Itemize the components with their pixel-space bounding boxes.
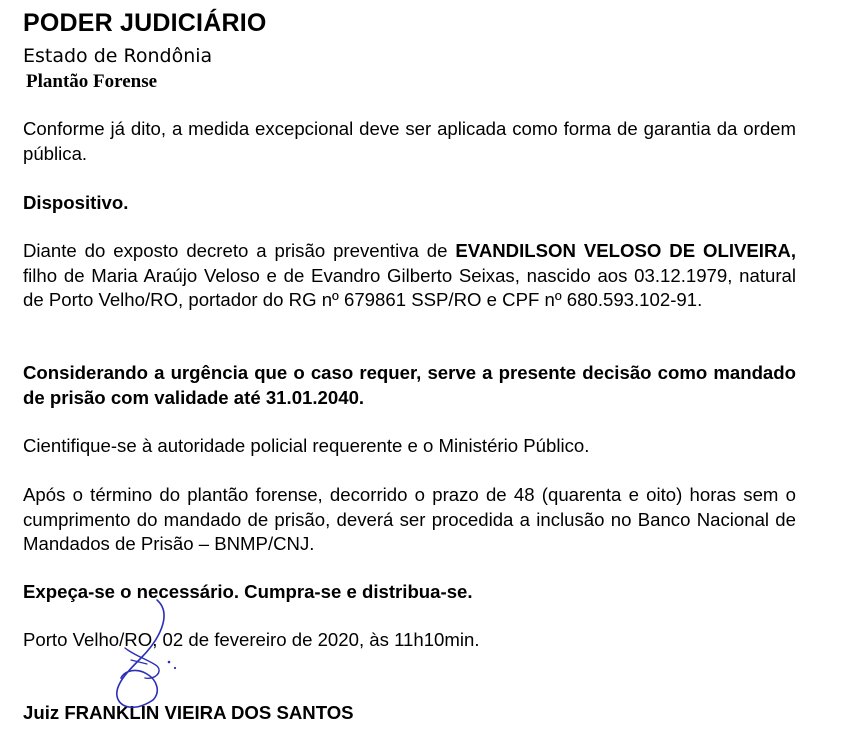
place-and-date: Porto Velho/RO, 02 de fevereiro de 2020, às 11h10min. [23, 629, 480, 650]
judge-name: Juiz FRANKLIN VIEIRA DOS SANTOS [23, 702, 354, 723]
section-heading-dispositivo: Dispositivo. [23, 192, 129, 213]
paragraph-warrant-validity: Considerando a urgência que o caso requer, serve a presente decisão como mandado de prisão com validade até 31.01.2040. [23, 362, 796, 408]
paragraph-order-guarantee: Conforme já dito, a medida excepcional deve ser aplicada como forma de garantia da ordem pública. [23, 118, 796, 164]
paragraph-closing-orders: Expeça-se o necessário. Cumpra-se e distribua-se. [23, 581, 473, 602]
state-name: Estado de Rondônia [23, 45, 213, 67]
paragraph-decree [23, 239, 796, 313]
department-name: Plantão Forense [26, 71, 158, 92]
decree-intro: Diante do exposto decreto a prisão preventiva de [23, 240, 456, 261]
handwritten-signature [95, 600, 195, 720]
defendant-name: EVANDILSON VELOSO DE OLIVEIRA, [455, 240, 796, 261]
court-title: PODER JUDICIÁRIO [23, 9, 267, 37]
paragraph-notify: Cientifique-se à autoridade policial requerente e o Ministério Público. [23, 435, 590, 456]
paragraph-bnmp-inclusion: Após o término do plantão forense, decorrido o prazo de 48 (quarenta e oito) horas sem o cumprimento do mandado de prisão, deverá ser procedida a inclusão no Banco Nacional de Mandados de Prisão – BNMP/CNJ. [23, 484, 796, 554]
defendant-details: filho de Maria Araújo Veloso e de Evandro Gilberto Seixas, nascido aos 03.12.1979, natural de Porto Velho/RO, portador do RG nº 679861 SSP/RO e CPF nº 680.593.102-91. [23, 264, 796, 310]
